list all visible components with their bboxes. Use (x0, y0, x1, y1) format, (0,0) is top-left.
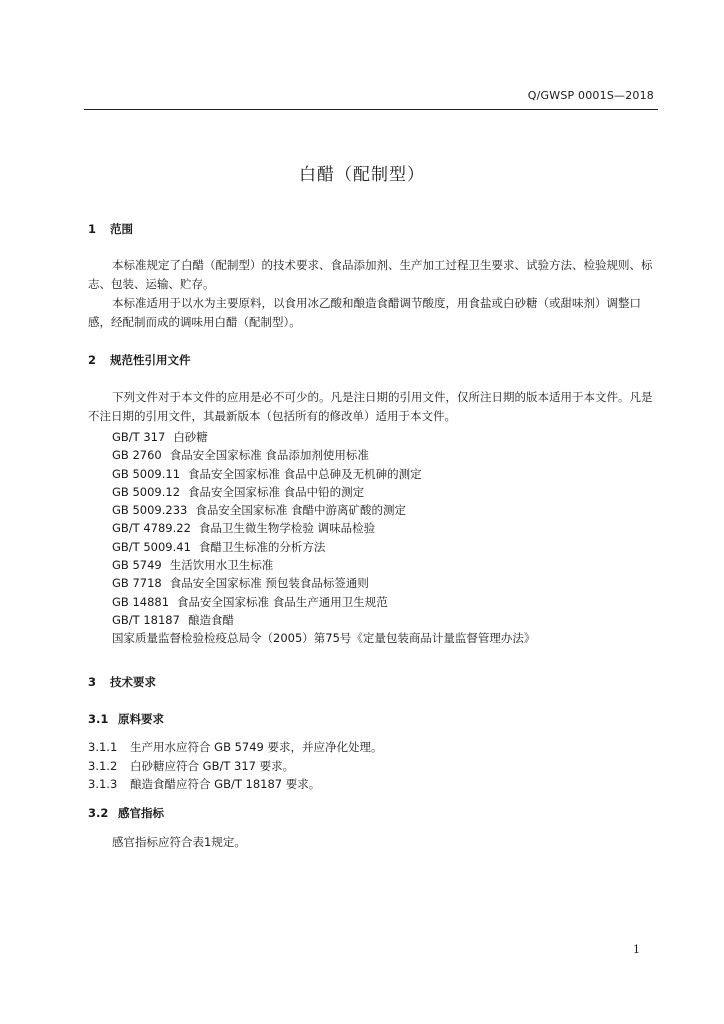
section-number: 1 (88, 222, 97, 236)
reference-item: GB 5749 生活饮用水卫生标准 (112, 558, 274, 573)
paragraph: 本标准适用于以水为主要原料，以食用冰乙酸和酿造食醋调节酸度，用食盐或白砂糖（或甜味剂）调整口感，经配制而成的调味用白醋（配制型）。 (88, 296, 641, 329)
document-title: 白醋（配制型） (299, 165, 425, 185)
subsection-title: 原料要求 (118, 712, 165, 726)
subsection-number: 3.2 (88, 806, 109, 820)
subsection-3-2-body (88, 833, 658, 852)
reference-item: GB 14881 食品安全国家标准 食品生产通用卫生规范 (112, 594, 388, 609)
section-3-heading (88, 674, 658, 690)
requirement-item: 3.1.3 酿造食醋应符合 GB/T 18187 要求。 (88, 777, 321, 791)
subsection-3-2-heading (88, 805, 658, 821)
section-number: 2 (88, 353, 97, 367)
section-title: 技术要求 (110, 675, 157, 689)
reference-item: 国家质量监督检验检疫总局令（2005）第75号《定量包装商品计量监督管理办法》 (112, 631, 536, 646)
reference-item: GB/T 4789.22 食品卫生微生物学检验 调味品检验 (112, 521, 376, 536)
section-title: 规范性引用文件 (110, 353, 191, 367)
reference-item: GB/T 5009.41 食醋卫生标准的分析方法 (112, 539, 326, 554)
section-2-body (88, 388, 658, 426)
requirement-item: 3.1.1 生产用水应符合 GB 5749 要求，并应净化处理。 (88, 740, 383, 754)
paragraph: 下列文件对于本文件的应用是必不可少的。凡是注日期的引用文件，仅所注日期的版本适用于本文件。凡是不注日期的引用文件，其最新版本（包括所有的修改单）适用于本文件。 (88, 390, 653, 423)
reference-item: GB 5009.11 食品安全国家标准 食品中总砷及无机砷的测定 (112, 466, 422, 481)
requirement-item: 3.1.2 白砂糖应符合 GB/T 317 要求。 (88, 758, 295, 773)
reference-item: GB/T 18187 酿造食醋 (112, 612, 234, 627)
reference-item: GB 5009.233 食品安全国家标准 食醋中游离矿酸的测定 (112, 503, 406, 518)
reference-list (88, 428, 658, 648)
requirement-list (88, 738, 658, 794)
section-1-heading (88, 221, 658, 237)
reference-item: GB/T 317 白砂糖 (112, 430, 208, 444)
subsection-number: 3.1 (88, 712, 109, 726)
section-2-heading (88, 352, 658, 368)
paragraph: 本标准规定了白醋（配制型）的技术要求、食品添加剂、生产加工过程卫生要求、试验方法、检验规则、标志、包装、运输、贮存。 (88, 258, 653, 291)
subsection-3-1-heading (88, 711, 658, 727)
header-rule (84, 109, 658, 110)
subsection-title: 感官指标 (118, 806, 165, 820)
section-1-body (88, 256, 658, 332)
section-title: 范围 (110, 222, 134, 236)
section-number: 3 (88, 675, 97, 689)
reference-item: GB 5009.12 食品安全国家标准 食品中铅的测定 (112, 484, 365, 499)
reference-item: GB 2760 食品安全国家标准 食品添加剂使用标准 (112, 448, 369, 463)
standard-code: Q/GWSP 0001S—2018 (527, 89, 654, 102)
paragraph: 感官指标应符合表1规定。 (112, 835, 246, 849)
reference-item: GB 7718 食品安全国家标准 预包装食品标签通则 (112, 576, 369, 591)
page-number: 1 (633, 943, 640, 956)
